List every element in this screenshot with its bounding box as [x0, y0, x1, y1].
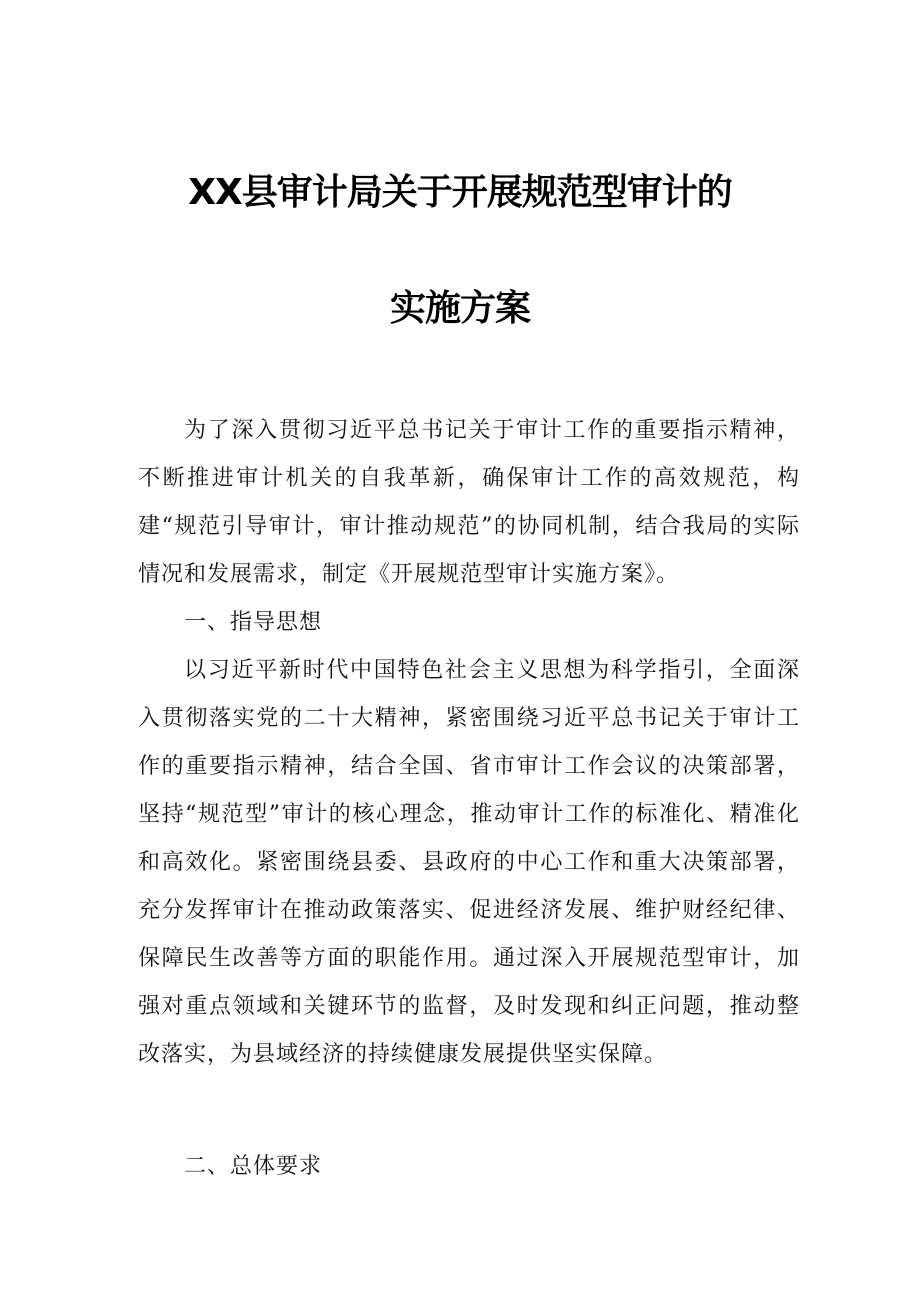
intro-paragraph: 为了深入贯彻习近平总书记关于审计工作的重要指示精神，不断推进审计机关的自我革新，确保审计工作的高效规范，构建“规范引导审计，审计推动规范”的协同机制，结合我局的实际情况和发展需求，制定《开展规范型审计实施方案》。 — [138, 418, 800, 587]
section-heading-overall-requirements: 二、总体要求 — [184, 1154, 323, 1179]
document-title-line-1: XX县审计局关于开展规范型审计的 — [188, 172, 732, 213]
section-heading-guiding-ideology: 一、指导思想 — [184, 610, 323, 635]
document-title-line-2: 实施方案 — [389, 288, 530, 329]
guiding-ideology-paragraph: 以习近平新时代中国特色社会主义思想为科学指引，全面深入贯彻落实党的二十大精神，紧密围绕习近平总书记关于审计工作的重要指示精神，结合全国、省市审计工作会议的决策部署，坚持“规范型”审计的核心理念，推动审计工作的标准化、精准化和高效化。紧密围绕县委、县政府的中心工作和重大决策部署，充分发挥审计在推动政策落实、促进经济发展、维护财经纪律、保障民生改善等方面的职能作用。通过深入开展规范型审计，加强对重点领域和关键环节的监督，及时发现和纠正问题，推动整改落实，为县域经济的持续健康发展提供坚实保障。 — [138, 658, 800, 1067]
